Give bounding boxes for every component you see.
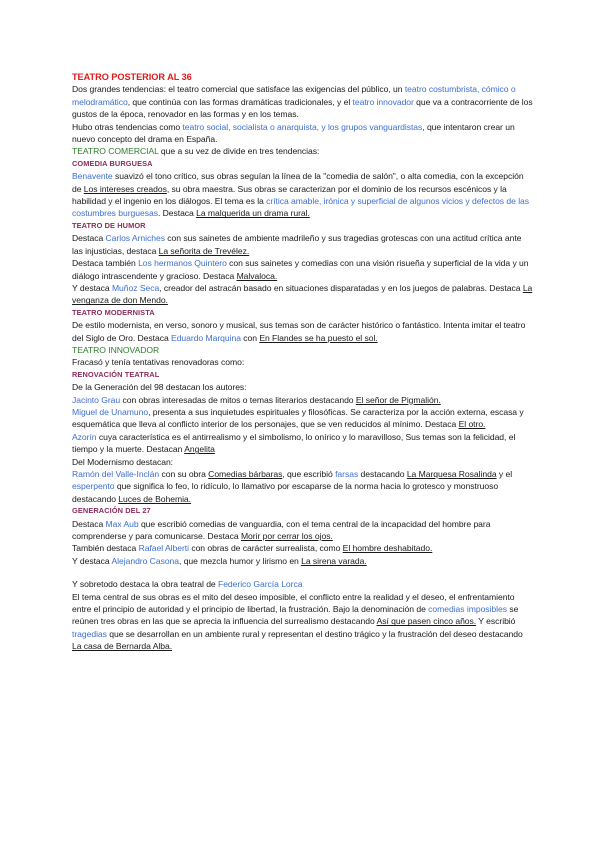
- text-run: se reúnen tres obras en las que se aprecia la influencia del surrealismo destacando: [72, 604, 519, 627]
- highlighted-term: farsas: [335, 469, 359, 479]
- highlighted-term: esperpento: [72, 481, 115, 492]
- work-title: Así que pasen cinco años.: [376, 616, 477, 627]
- highlighted-term: tragedias: [72, 628, 107, 639]
- text-run: Destaca: [72, 518, 106, 529]
- paragraph: [72, 555, 534, 567]
- text-run: que se desarrollan en un ambiente rural y representan el destino trágico y la frustración del deseo destacando: [106, 628, 523, 639]
- text-run: Destaca también: [72, 258, 139, 269]
- document-title: TEATRO POSTERIOR AL 36: [72, 72, 192, 82]
- text-run: TEATRO DE HUMOR: [72, 220, 146, 230]
- text-run: con su obra: [159, 469, 209, 479]
- work-title: Morir por cerrar los ojos.: [240, 531, 333, 542]
- work-title: En Flandes se ha puesto el sol.: [259, 332, 378, 343]
- highlighted-term: Muñoz Seca: [111, 282, 160, 293]
- text-run: con sus sainetes y comedias con una visión risueña y superficial de la vida y un diálogo intrascendente y gracioso. Destaca: [72, 258, 529, 281]
- paragraph: [72, 257, 534, 282]
- text-run: COMEDIA BURGUESA: [72, 158, 153, 168]
- highlighted-term: Carlos Arniches: [105, 233, 165, 244]
- paragraph: [72, 578, 534, 590]
- text-run: , que continúa con las formas dramáticas tradicionales, y el: [127, 96, 353, 107]
- highlighted-term: teatro innovador: [352, 96, 414, 107]
- text-run: destacando: [358, 469, 407, 479]
- text-run: TEATRO MODERNISTA: [72, 307, 155, 317]
- text-run: También destaca: [72, 543, 139, 554]
- highlighted-term: Benavente: [72, 171, 113, 182]
- section-subheading: [72, 220, 534, 232]
- paragraph: [72, 319, 534, 344]
- text-run: que escribió comedias de vanguardia, con el tema central de la incapacidad del hombre para comprenderse y para comunicarse. Destaca: [72, 518, 491, 542]
- text-run: , que mezcla humor y lirismo en: [179, 555, 302, 566]
- text-run: Y escribió: [476, 616, 516, 627]
- paragraph: [72, 406, 534, 431]
- text-run: con obras de carácter surrealista, como: [188, 543, 343, 554]
- section-heading: TEATRO INNOVADOR: [72, 344, 160, 355]
- text-run: , presenta a sus inquietudes espirituales y filosóficas. Se caracteriza por la acción externa, escasa y esquemática que lleva al conflicto interior de los personajes, que se ven reducidos al mínimo. Destaca: [72, 406, 524, 430]
- text-run: que a su vez de divide en tres tendencias:: [158, 146, 320, 157]
- paragraph: [72, 170, 534, 220]
- text-run: El tema central de sus obras es el mito del deseo imposible, el conflicto entre la realidad y el deseo, el enfrentamiento entre el principio de autoridad y el principio de libertad, la frustración. Bajo la denominación de: [72, 591, 515, 615]
- highlighted-term: Max Aub: [105, 518, 139, 529]
- text-run: Hubo otras tendencias como: [72, 121, 183, 132]
- highlighted-term: comedias imposibles: [428, 604, 507, 615]
- text-run: Del Modernismo destacan:: [72, 456, 174, 467]
- text-run: De la Generación del 98 destacan los autores:: [72, 382, 247, 393]
- highlighted-term: crítica amable, irónica y superficial de algunos vicios y defectos de las costumbres burguesas: [72, 196, 530, 219]
- text-run: , creador del astracán basado en situaciones disparatadas y en los juegos de palabras. Destaca: [159, 282, 523, 293]
- text-run: cuya característica es el antirrealismo y el simbolismo, lo onírico y lo maravilloso, Sus temas son la felicidad, el tiempo y la muerte. Destacan: [72, 431, 516, 455]
- text-run: RENOVACIÓN TEATRAL: [72, 369, 160, 379]
- highlighted-term: Azorín: [72, 431, 97, 442]
- paragraph: [72, 145, 534, 157]
- paragraph: [72, 456, 534, 468]
- work-title: La malquerida un drama rural.: [196, 208, 310, 219]
- section-subheading: [72, 369, 534, 381]
- blank-line: [72, 567, 534, 578]
- paragraph: [72, 282, 534, 307]
- paragraph: [72, 356, 534, 368]
- highlighted-term: Miguel de Unamuno: [72, 406, 149, 417]
- text-run: Y sobretodo destaca la obra teatral de: [72, 579, 218, 590]
- highlighted-term: Rafael Alberti: [138, 543, 189, 554]
- work-title: La Marquesa Rosalinda: [406, 469, 497, 479]
- paragraph: [72, 83, 534, 120]
- text-run: que va a contracorriente de los gustos de la época, renovador en las formas y en los temas.: [72, 96, 533, 120]
- work-title: Luces de Bohemia.: [118, 493, 192, 504]
- work-title: El señor de Pigmalión.: [355, 394, 441, 405]
- text-run: Dos grandes tendencias: el teatro comercial que satisface las exigencias del público, un: [72, 84, 405, 95]
- work-title: La venganza de don Mendo.: [72, 282, 533, 306]
- highlighted-term: Jacinto Grau: [72, 394, 121, 405]
- text-run: con sus sainetes de ambiente madrileño y sus tragedias grotescas con una actitud crítica ante las injusticias, destaca: [72, 233, 522, 256]
- highlighted-term: teatro costumbrista, cómico o melodramático: [72, 84, 516, 107]
- paragraph: [72, 381, 534, 393]
- highlighted-term: Ramón del Valle-Inclán: [72, 469, 160, 479]
- work-title: Los intereses creados: [83, 183, 167, 194]
- text-run: , su obra maestra. Sus obras se caracterizan por el dominio de los recursos escénicos y la habilidad y el ingenio en los diálogos. El tema es la: [72, 183, 507, 207]
- text-run: , que intentaron crear un nuevo concepto del drama en España.: [72, 121, 515, 145]
- text-run: Destaca: [72, 233, 106, 244]
- section-subheading: [72, 505, 534, 517]
- section-heading: TEATRO COMERCIAL: [72, 146, 159, 157]
- work-title: La señorita de Trevélez.: [158, 245, 250, 256]
- text-run: Y destaca: [72, 282, 112, 293]
- text-run: con obras interesadas de mitos o temas literarios destacando: [120, 394, 356, 405]
- paragraph: [72, 121, 534, 146]
- work-title: El hombre deshabitado.: [342, 543, 433, 554]
- text-run: suavizó el tono crítico, sus obras seguían la línea de la "comedia de salón", o alta comedia, con la excepción de: [72, 171, 524, 194]
- paragraph: [72, 232, 534, 257]
- text-run: , que escribió: [282, 469, 336, 479]
- text-run: que significa lo feo, lo ridículo, lo llamativo por escaparse de la norma hacia lo grotesco y monstruoso destacando: [72, 481, 499, 504]
- paragraph: [72, 518, 534, 543]
- highlighted-term: Los hermanos Quintero: [138, 258, 227, 269]
- work-title: Angelita: [184, 444, 215, 455]
- highlighted-term: Eduardo Marquina: [171, 332, 241, 343]
- text-run: Fracasó y tenía tentativas renovadoras como:: [72, 357, 245, 368]
- work-title: El otro.: [458, 419, 486, 430]
- work-title: Comedias bárbaras: [208, 469, 283, 479]
- work-title: Malvaloca.: [236, 270, 278, 281]
- text-run: . Destaca: [157, 208, 197, 219]
- paragraph: [72, 542, 534, 554]
- text-run: con: [240, 332, 260, 343]
- work-title: La casa de Bernarda Alba.: [72, 641, 173, 652]
- text-run: De estilo modernista, en verso, sonoro y musical, sus temas son de carácter histórico o fantástico. Intenta imitar el teatro del Siglo de Oro. Destaca: [72, 320, 526, 343]
- highlighted-term: Federico García Lorca: [218, 579, 303, 590]
- highlighted-term: teatro social, socialista o anarquista, y los grupos vanguardistas: [182, 121, 423, 132]
- paragraph-list: [72, 83, 534, 652]
- paragraph: [72, 431, 534, 456]
- text-run: Y destaca: [72, 555, 112, 566]
- paragraph: [72, 591, 534, 653]
- highlighted-term: Alejandro Casona: [111, 555, 180, 566]
- paragraph: [72, 394, 534, 406]
- paragraph: [72, 468, 534, 505]
- text-run: GENERACIÓN DEL 27: [72, 506, 151, 516]
- paragraph: [72, 344, 534, 356]
- document-content: [72, 71, 534, 653]
- section-subheading: [72, 307, 534, 319]
- section-subheading: [72, 158, 534, 170]
- work-title: La sirena varada.: [301, 555, 367, 566]
- text-run: y el: [496, 469, 513, 479]
